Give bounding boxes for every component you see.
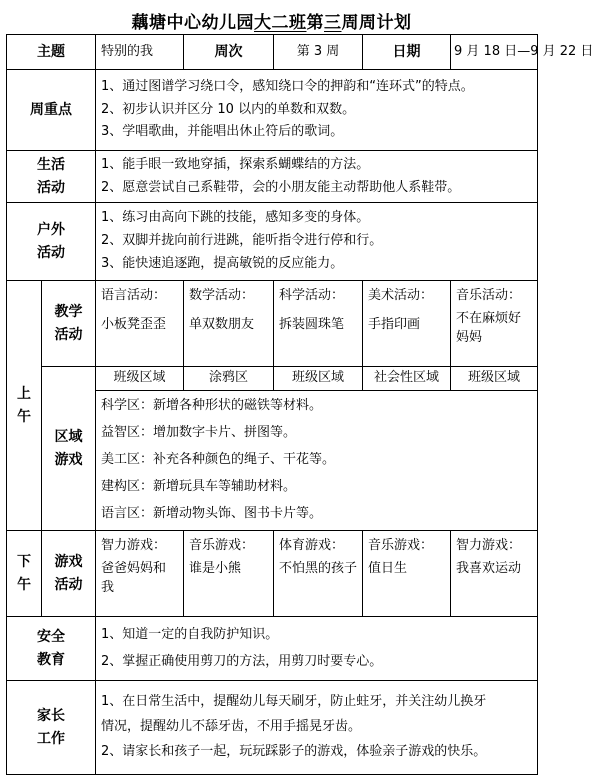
teaching-activity: 数学活动： 单双数朋友 xyxy=(184,281,274,367)
plan-table xyxy=(6,34,593,775)
outdoor-label: 户外 活动 xyxy=(7,203,96,281)
life-item: 2、愿意尝试自己系鞋带，会的小朋友能主动帮助他人系鞋带。 xyxy=(101,179,461,195)
area-column-header: 班级区域 xyxy=(96,367,184,391)
teaching-activity: 美术活动： 手指印画 xyxy=(363,281,451,367)
area-item: 科学区：新增各种形状的磁铁等材料。 xyxy=(101,398,323,414)
week-label: 周次 xyxy=(184,35,274,70)
focus-row xyxy=(7,70,538,151)
life-content xyxy=(96,151,538,203)
safety-label: 安全 教育 xyxy=(7,617,96,681)
area-column-header: 社会性区域 xyxy=(363,367,451,391)
life-label: 生活 活动 xyxy=(7,151,96,203)
game-activity: 智力游戏： 我喜欢运动 xyxy=(451,531,538,617)
title-middle: 第 xyxy=(306,13,324,33)
teaching-activity: 科学活动： 拆装圆珠笔 xyxy=(274,281,363,367)
area-item: 语言区：新增动物头饰、图书卡片等。 xyxy=(101,505,323,521)
focus-item: 1、通过图谱学习绕口令，感知绕口令的押韵和“连环式”的特点。 xyxy=(101,78,474,94)
theme-value: 特别的我 xyxy=(96,35,184,70)
outdoor-item: 2、双脚并拢向前行进跳，能听指令进行停和行。 xyxy=(101,233,383,249)
parents-item: 1、在日常生活中，提醒幼儿每天刷牙，防止蛀牙，并关注幼儿换牙 xyxy=(101,694,487,710)
teaching-activity: 语言活动： 小板凳歪歪 xyxy=(96,281,184,367)
focus-item: 2、初步认识并区分 10 以内的单数和双数。 xyxy=(101,101,356,117)
parents-row xyxy=(7,681,538,775)
safety-item: 2、掌握正确使用剪刀的方法，用剪刀时要专心。 xyxy=(101,653,383,669)
parents-item: 情况，提醒幼儿不舔牙齿，不用手摇晃牙齿。 xyxy=(101,719,362,735)
afternoon-row xyxy=(7,531,538,617)
area-label: 区域 游戏 xyxy=(42,367,96,531)
theme-label: 主题 xyxy=(7,35,96,70)
outdoor-content xyxy=(96,203,538,281)
area-items xyxy=(96,391,538,531)
game-activity: 音乐游戏： 值日生 xyxy=(363,531,451,617)
focus-content xyxy=(96,70,538,151)
outdoor-item: 1、练习由高向下跳的技能，感知多变的身体。 xyxy=(101,210,370,226)
safety-item: 1、知道一定的自我防护知识。 xyxy=(101,626,279,642)
game-activity: 音乐游戏： 谁是小熊 xyxy=(184,531,274,617)
game-activity: 智力游戏： 爸爸妈妈和我 xyxy=(96,531,184,617)
area-columns-row xyxy=(7,367,538,391)
teaching-row xyxy=(7,281,538,367)
title-suffix: 周周计划 xyxy=(341,13,412,33)
area-column-header: 班级区域 xyxy=(274,367,363,391)
teaching-activity: 音乐活动： 不在麻烦好妈妈 xyxy=(451,281,538,367)
outdoor-row xyxy=(7,203,538,281)
focus-item: 3、学唱歌曲，并能唱出休止符后的歌词。 xyxy=(101,124,344,140)
header-row xyxy=(7,35,538,70)
morning-label: 上 午 xyxy=(7,281,42,531)
date-label: 日期 xyxy=(363,35,451,70)
title-prefix: 藕塘中心幼儿园 xyxy=(131,13,254,33)
area-column-header: 涂鸦区 xyxy=(184,367,274,391)
page-title xyxy=(0,8,543,33)
safety-row xyxy=(7,617,538,681)
title-week-number: 三 xyxy=(324,13,342,33)
life-row xyxy=(7,151,538,203)
parents-label: 家长 工作 xyxy=(7,681,96,775)
games-label: 游戏 活动 xyxy=(42,531,96,617)
teaching-label: 教学 活动 xyxy=(42,281,96,367)
parents-content xyxy=(96,681,538,775)
safety-content xyxy=(96,617,538,681)
afternoon-label: 下 午 xyxy=(7,531,42,617)
parents-item: 2、请家长和孩子一起，玩玩踩影子的游戏，体验亲子游戏的快乐。 xyxy=(101,743,487,759)
area-column-header: 班级区域 xyxy=(451,367,538,391)
life-item: 1、能手眼一致地穿插，探索系蝴蝶结的方法。 xyxy=(101,156,370,172)
focus-label: 周重点 xyxy=(7,70,96,151)
date-value: 9 月 18 日—9 月 22 日 xyxy=(451,35,538,70)
area-item: 建构区：新增玩具车等辅助材料。 xyxy=(101,478,297,494)
game-activity: 体育游戏： 不怕黑的孩子 xyxy=(274,531,363,617)
title-class: 大二班 xyxy=(254,13,307,33)
area-item: 美工区：补充各种颜色的绳子、干花等。 xyxy=(101,452,336,468)
week-value: 第 3 周 xyxy=(274,35,363,70)
area-item: 益智区：增加数字卡片、拼图等。 xyxy=(101,425,297,441)
outdoor-item: 3、能快速追逐跑，提高敏锐的反应能力。 xyxy=(101,255,344,271)
